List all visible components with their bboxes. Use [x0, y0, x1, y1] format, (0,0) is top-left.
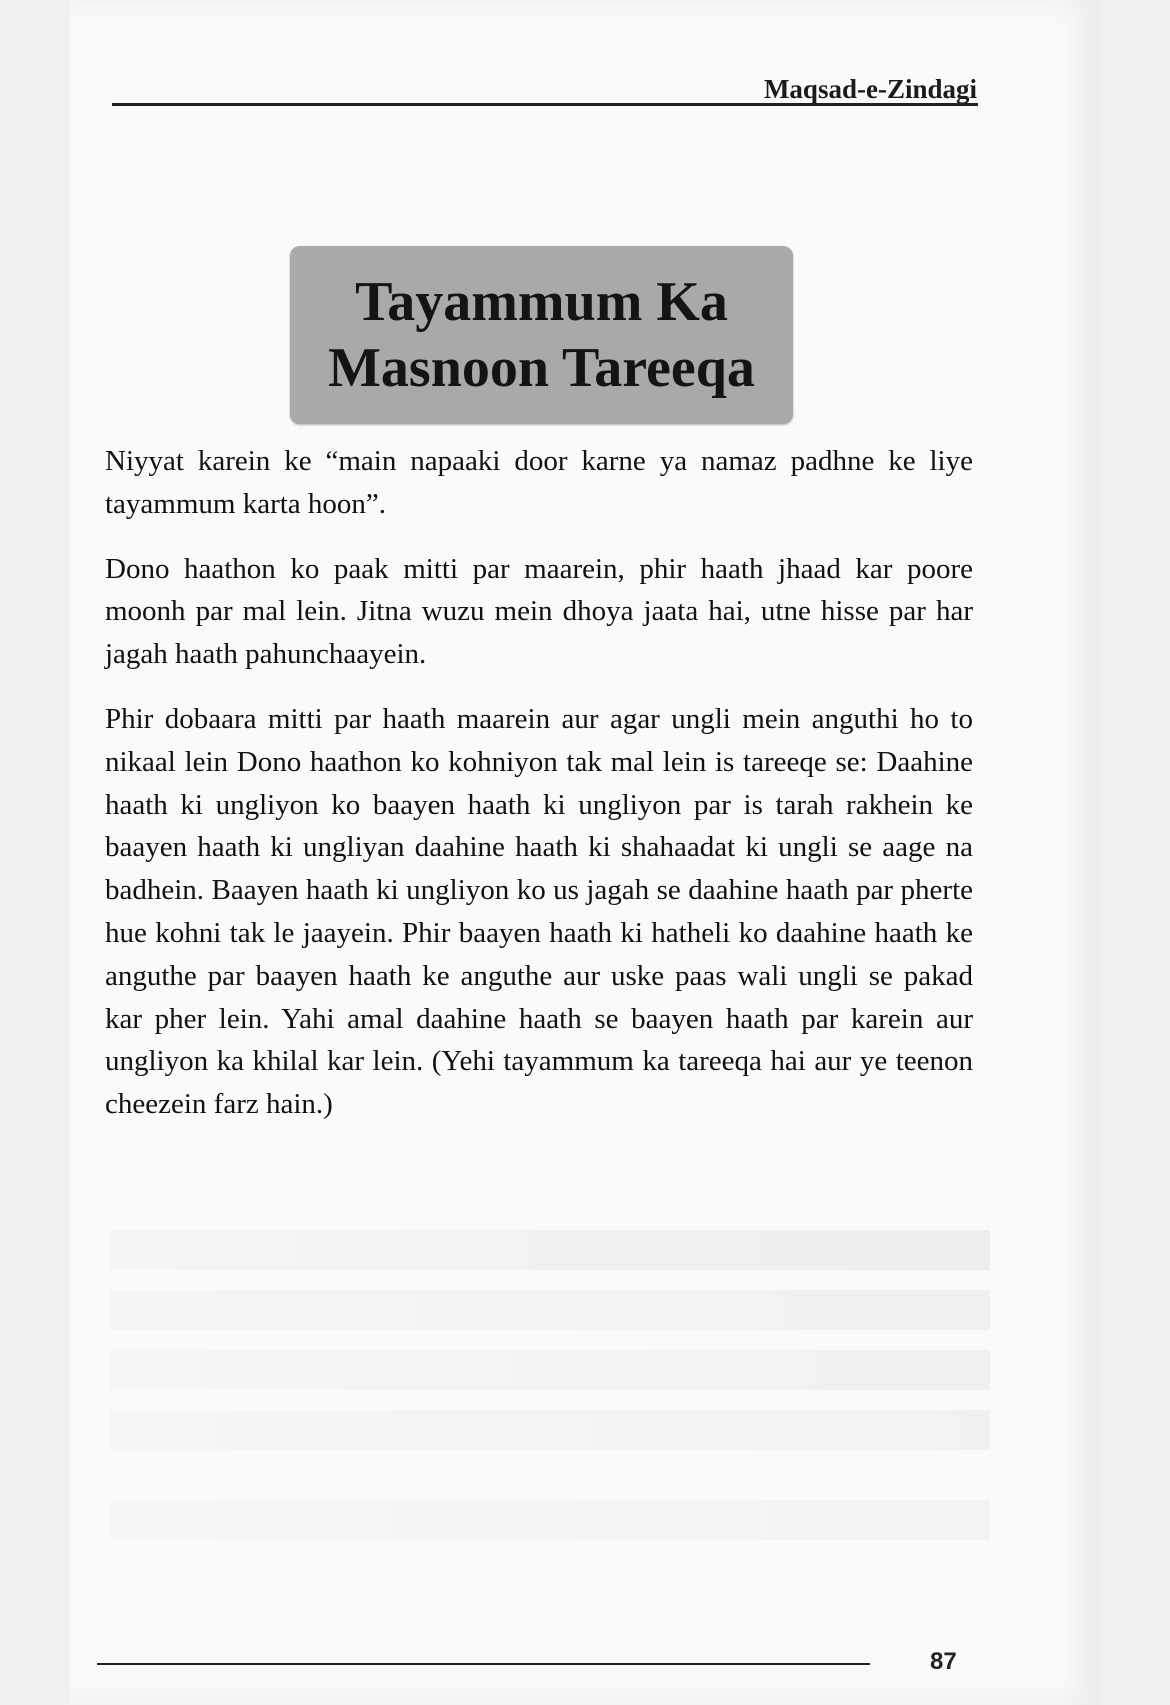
section-title-box [290, 246, 793, 424]
section-title-line-2: Masnoon Tareeqa [328, 337, 755, 399]
paragraph-niyyat: Niyyat karein ke “main napaaki door karne ya namaz padhne ke liye tayammum karta hoon”. [105, 445, 973, 520]
paragraph-arms: Phir dobaara mitti par haath maarein aur agar ungli mein anguthi ho to nikaal lein Dono haathon ko kohniyon tak mal lein is tareeqe se: Daahine haath ki ungliyon ko baayen haath ki ungliyon par is tarah rakhein ke baayen haath ki ungliyan daahine haath ki shahaadat ki ungli se aage na badhein. Baayen haath ki ungliyon ko us jagah se daahine haath par pherte hue kohni tak le jaayein. Phir baayen haath ki hatheli ko daahine haath ke anguthe par baayen haath ke anguthe aur uske paas wali ungli se pakad kar pher lein. Yahi amal daahine haath se baayen haath par karein aur ungliyon ka khilal kar lein. (Yehi tayammum ka tareeqa hai aur ye teenon cheezein farz hain.) [105, 702, 973, 1121]
show-through-line [110, 1290, 990, 1330]
page-number: 87 [930, 1648, 957, 1675]
show-through-line [110, 1500, 990, 1540]
footer-rule [97, 1663, 870, 1665]
show-through-line [110, 1230, 990, 1270]
paragraph-face: Dono haathon ko paak mitti par maarein, phir haath jhaad kar poore moonh par mal lein. Jitna wuzu mein dhoya jaata hai, utne hisse par har jagah haath pahunchaayein. [105, 552, 973, 671]
running-header-title: Maqsad-e-Zindagi [763, 74, 977, 104]
header-rule [112, 103, 978, 106]
section-title-line-1: Tayammum Ka [355, 271, 728, 333]
show-through-line [110, 1410, 990, 1450]
show-through-line [110, 1350, 990, 1390]
body-text [105, 440, 973, 1148]
